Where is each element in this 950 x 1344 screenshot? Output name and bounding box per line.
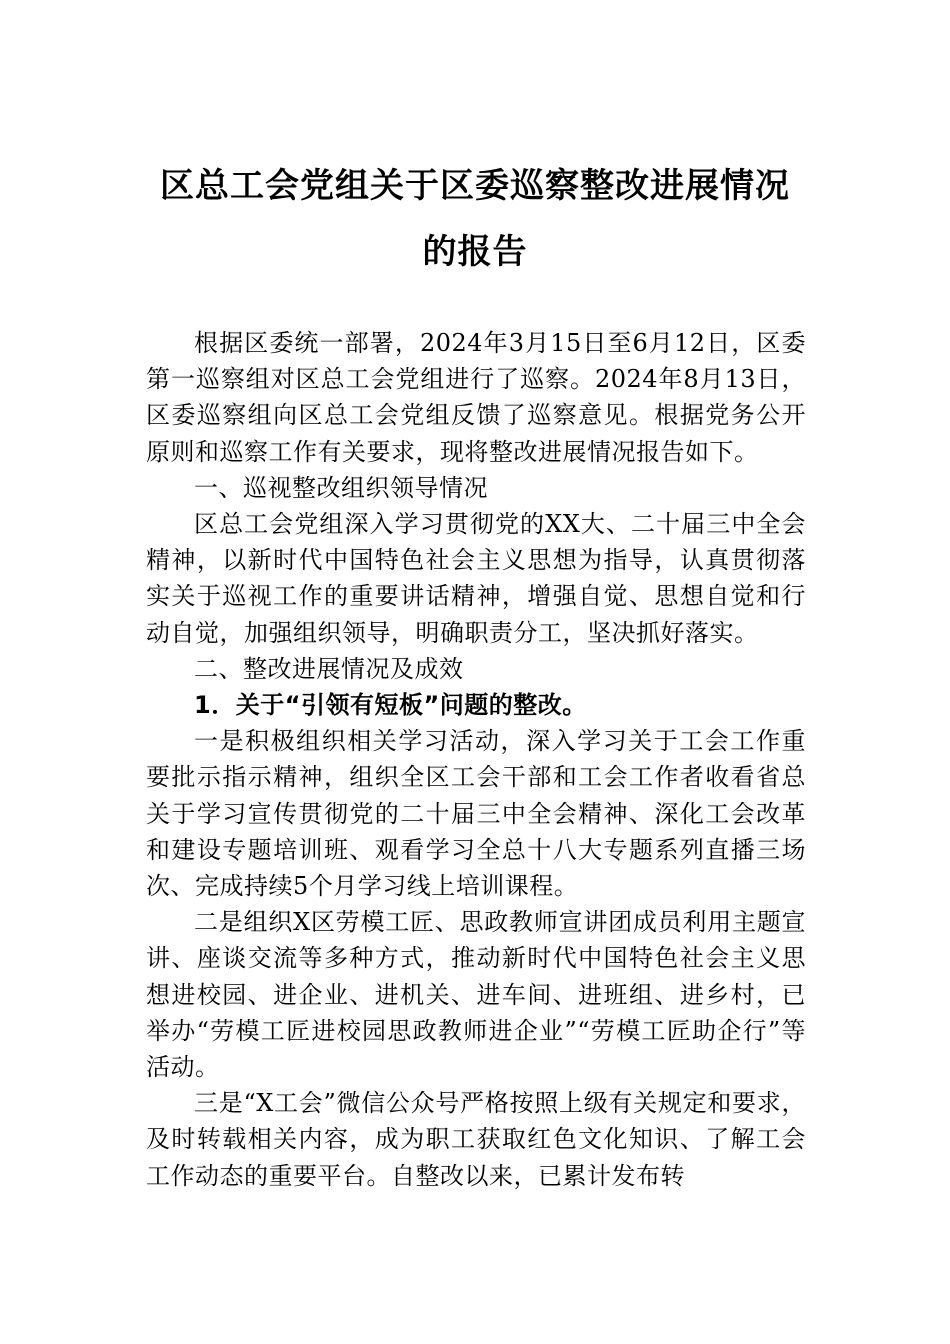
intro-paragraph: 根据区委统一部署，2024年3月15日至6月12日，区委第一巡察组对区总工会党组进行了巡察。2024年8月13日，区委巡察组向区总工会党组反馈了巡察意见。根据党务公开原则和巡察工作有关要求，现将整改进展情况报告如下。 bbox=[146, 329, 806, 466]
section-heading-1: 一、巡视整改组织领导情况 bbox=[194, 473, 488, 502]
body-paragraph: 一是积极组织相关学习活动，深入学习关于工会工作重要批示指示精神，组织全区工会干部和工会工作者收看省总关于学习宣传贯彻党的二十届三中全会精神、深化工会改革和建设专题培训班、观看学习全总十八大专题系列直播三场次、完成持续5个月学习线上培训课程。 bbox=[146, 727, 806, 901]
subsection-heading-1: 1．关于“引领有短板”问题的整改。 bbox=[194, 691, 587, 720]
body-paragraph: 区总工会党组深入学习贯彻党的XX大、二十届三中全会精神，以新时代中国特色社会主义思想为指导，认真贯彻落实关于巡视工作的重要讲话精神，增强自觉、思想自觉和行动自觉，加强组织领导，明确职责分工，坚决抓好落实。 bbox=[146, 510, 806, 647]
body-paragraph: 三是“X工会”微信公众号严格按照上级有关规定和要求，及时转载相关内容，成为职工获取红色文化知识、了解工会工作动态的重要平台。自整改以来，已累计发布转 bbox=[146, 1089, 806, 1190]
body-paragraph: 二是组织X区劳模工匠、思政教师宣讲团成员利用主题宣讲、座谈交流等多种方式，推动新时代中国特色社会主义思想进校园、进企业、进机关、进车间、进班组、进乡村，已举办“劳模工匠进校园思政教师进企业”“劳模工匠助企行”等活动。 bbox=[146, 908, 806, 1082]
document-body bbox=[146, 325, 806, 1194]
document-title-line-2: 的报告 bbox=[422, 232, 528, 272]
section-heading-2: 二、整改进展情况及成效 bbox=[194, 654, 464, 683]
document-title-line-1: 区总工会党组关于区委巡察整改进展情况 bbox=[160, 166, 790, 206]
